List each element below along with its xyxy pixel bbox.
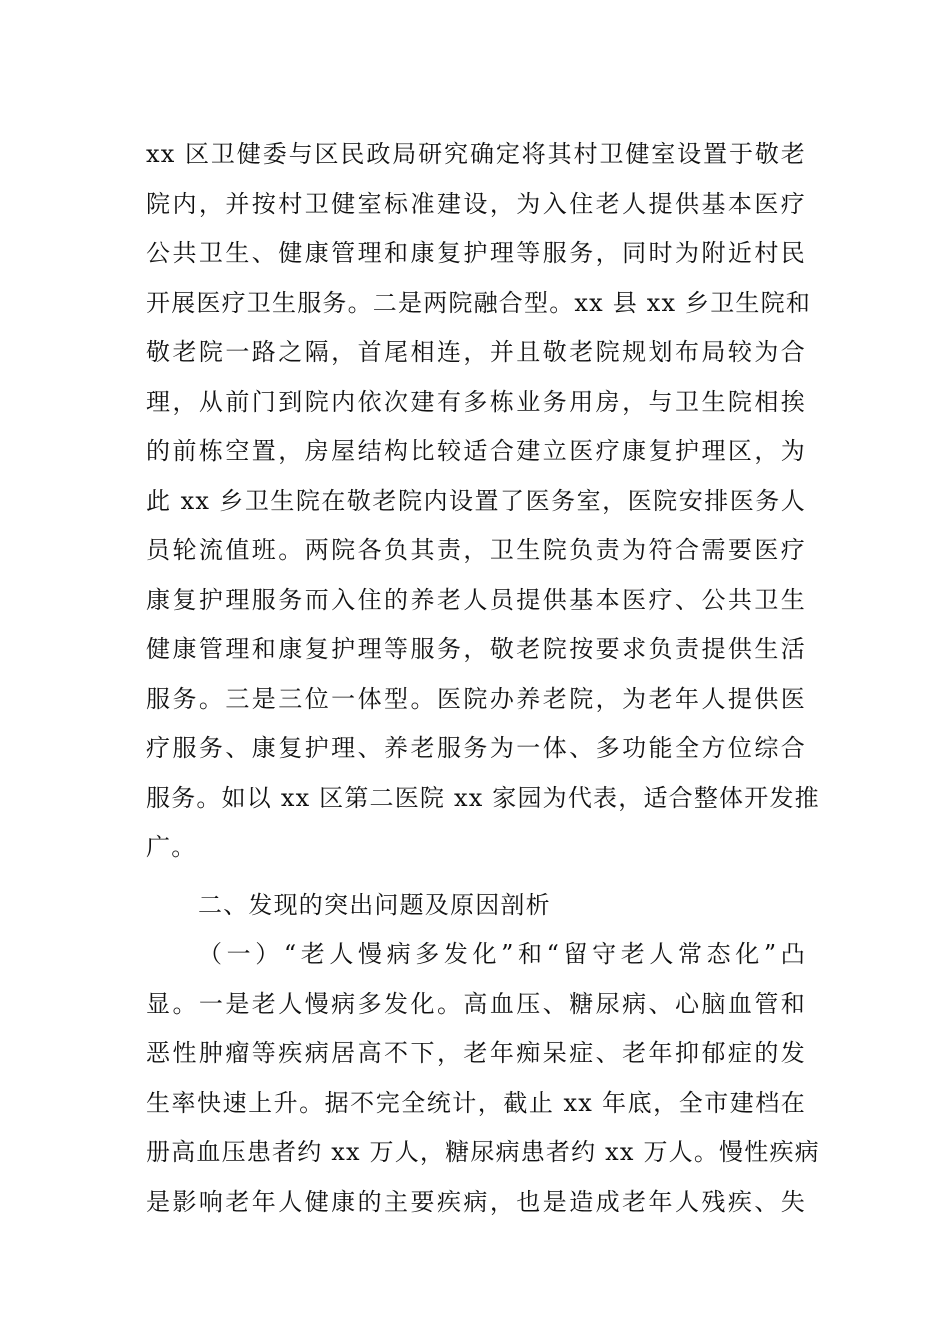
paragraph-line: （一）“老人慢病多发化”和“留守老人常态化”凸: [198, 940, 806, 968]
paragraph-line: 健康管理和康复护理等服务，敬老院按要求负责提供生活: [146, 635, 806, 663]
paragraph-line: 理，从前门到院内依次建有多栋业务用房，与卫生院相挨: [146, 387, 806, 416]
paragraph-line: 广。: [146, 833, 197, 861]
paragraph-line: 疗服务、康复护理、养老服务为一体、多功能全方位综合: [146, 734, 806, 762]
paragraph-line: 是影响老年人健康的主要疾病，也是造成老年人残疾、失: [146, 1187, 806, 1216]
paragraph-medical-elderly-care-models: [146, 130, 820, 873]
paragraph-line: 册高血压患者约 xx 万人，糖尿病患者约 xx 万人。慢性疾病: [146, 1138, 820, 1166]
paragraph-line: 生率快速上升。据不完全统计，截止 xx 年底，全市建档在: [146, 1088, 806, 1117]
paragraph-line: 开展医疗卫生服务。二是两院融合型。xx 县 xx 乡卫生院和: [146, 288, 812, 317]
paragraph-line: 显。一是老人慢病多发化。高血压、糖尿病、心脑血管和: [146, 989, 806, 1018]
paragraph-line: 的前栋空置，房屋结构比较适合建立医疗康复护理区，为: [146, 437, 806, 465]
paragraph-line: 公共卫生、健康管理和康复护理等服务，同时为附近村民: [146, 239, 806, 267]
paragraph-line: 敬老院一路之隔，首尾相连，并且敬老院规划布局较为合: [146, 338, 806, 366]
paragraph-line: 员轮流值班。两院各负其责，卫生院负责为符合需要医疗: [146, 536, 806, 564]
paragraph-line: 服务。三是三位一体型。医院办养老院，为老年人提供医: [146, 684, 806, 713]
document-body: [146, 130, 820, 1227]
paragraph-line: 此 xx 乡卫生院在敬老院内设置了医务室，医院安排医务人: [146, 486, 806, 515]
paragraph-line: 恶性肿瘤等疾病居高不下，老年痴呆症、老年抑郁症的发: [146, 1039, 806, 1067]
paragraph-line: xx 区卫健委与区民政局研究确定将其村卫健室设置于敬老: [146, 140, 806, 168]
paragraph-chronic-disease-issues: [146, 930, 820, 1227]
paragraph-line: 服务。如以 xx 区第二医院 xx 家园为代表，适合整体开发推: [146, 783, 820, 812]
paragraph-line: 院内，并按村卫健室标准建设，为入住老人提供基本医疗: [146, 189, 806, 218]
section-gap: [146, 873, 806, 881]
section-heading: 二、发现的突出问题及原因剖析: [198, 890, 551, 919]
paragraph-line: 康复护理服务而入住的养老人员提供基本医疗、公共卫生: [146, 585, 806, 614]
